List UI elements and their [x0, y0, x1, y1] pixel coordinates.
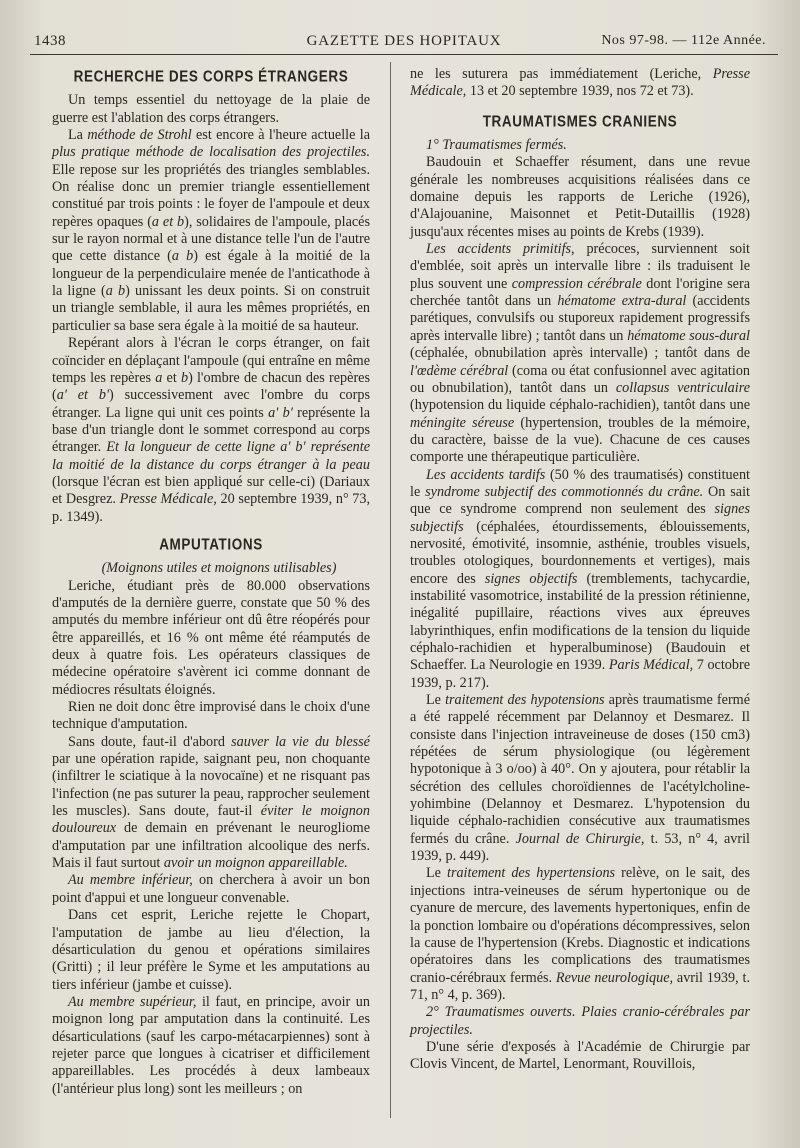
- paragraph: Sans doute, faut-il d'abord sauver la vie du blessé par une opération rapide, saignant peu, non choquante (infiltrer le sciatique à la novocaïne) et ne risquant pas l'infection (ne pas suturer la peau, rapprocher seulement les muscles). Sans doute, faut-il éviter le moignon douloureux de demain en prévenant le neurogliome d'amputation par une infiltration alcoolique des nerfs. Mais il faut surtout avoir un moignon appareillable.: [52, 733, 370, 872]
- paragraph: Repérant alors à l'écran le corps étranger, on fait coïncider en déplaçant l'ampoule (qui entraîne en même temps les repères a et b) l'ombre de chacun des repères (a' et b') successivement avec l'ombre du corps étranger. La ligne qui unit ces points a' b' représente la base d'un triangle dont le sommet correspond au corps étranger. Et la longueur de cette ligne a' b' représente la moitié de la distance du corps étranger à la peau (lorsque l'écran est bien appliqué sur celle-ci) (Dariaux et Desgrez. Presse Médicale, 20 septembre 1939, n° 73, p. 1349).: [52, 335, 370, 525]
- left-column: [52, 66, 370, 1098]
- section-subtitle: (Moignons utiles et moignons utilisables): [101, 560, 337, 577]
- paragraph: Au membre supérieur, il faut, en principe, avoir un moignon long par amputation dans la continuité. Les désarticulations (sauf les carpo-métacarpiennes) sont à rejeter parce que longues à cicatriser et difficilement appareillables. Les procédés à deux lambeaux (l'antérieur plus long) sont les meilleurs ; on: [52, 993, 370, 1097]
- section-heading-foreign-bodies: RECHERCHE DES CORPS ÉTRANGERS: [73, 67, 349, 86]
- journal-title: GAZETTE DES HOPITAUX: [306, 33, 502, 49]
- right-column: [410, 66, 750, 1074]
- paragraph: Rien ne doit donc être improvisé dans le choix d'une technique d'amputation.: [52, 699, 370, 733]
- subsection-title: 2° Traumatismes ouverts. Plaies cranio-cérébrales par projectiles.: [410, 1004, 750, 1038]
- paragraph: La méthode de Strohl est encore à l'heure actuelle la plus pratique méthode de localisation des projectiles. Elle repose sur les propriétés des triangles semblables. On réalise donc un premier triangle essentiellement constitué par trois points : le foyer de l'ampoule et deux repères opaques (a et b), solidaires de l'ampoule, placés sur le rayon normal et à une distance telle l'un de l'autre que cette distance (a b) est égale à la moitié de la longueur de la perpendiculaire menée de l'anticathode à la ligne (a b) unissant les deux points. Si on construit un triangle semblable, il aura les mêmes propriétés, en particulier sa base sera égale à la moitié de sa hauteur.: [52, 127, 371, 334]
- issue-number: Nos 97-98. — 112e Année.: [601, 33, 766, 48]
- paragraph: Au membre inférieur, on cherchera à avoir un bon point d'appui et une longueur convenable.: [52, 872, 370, 906]
- paragraph: Les accidents primitifs, précoces, surviennent soit d'emblée, soit après un intervalle libre : ils traduisent le plus souvent une compression cérébrale dont l'origine sera cherchée tantôt dans un hématome extra-dural (accidents parétiques, convulsifs ou stuporeux rapidement progressifs après intervalle libre) ; tantôt dans un hématome sous-dural (céphalée, obnubilation après intervalle) ; tantôt dans de l'œdème cérébral (coma ou état confusionnel avec agitation ou obnubilation), tantôt dans un collapsus ventriculaire (hypotension du liquide céphalo-rachidien), tantôt dans une méningite séreuse (hypertension, troubles de la mémoire, du caractère, baisse de la vue). Chacune de ces causes comporte une thérapeutique particulière.: [410, 241, 751, 466]
- paragraph: D'une série d'exposés à l'Académie de Chirurgie par Clovis Vincent, de Martel, Lenormant, Rouvillois,: [410, 1038, 750, 1073]
- paragraph: Leriche, étudiant près de 80.000 observations d'amputés de la dernière guerre, constate que 50 % des amputés du membre inférieur ont dû être réopérés pour être appareillés, et 16 % ont même été réamputés de deux à quatre fois. Les opérateurs classiques de médecine opératoire s'avèrent ici comme donnant de médiocres résultats éloignés.: [52, 577, 370, 698]
- paragraph: Un temps essentiel du nettoyage de la plaie de guerre est l'ablation des corps étrangers.: [52, 92, 370, 126]
- paragraph: Le traitement des hypertensions relève, on le sait, des injections intra-veineuses de sérum hypertonique ou de cyanure de mercure, des lavements hypertoniques, enfin de la ponction lombaire ou d'opérations décompressives, selon la cause de l'hypertension (Krebs. Diagnostic et indications opératoires dans les complications des traumatismes cranio-cérébraux fermés. Revue neurologique, avril 1939, t. 71, n° 4, p. 369).: [410, 865, 750, 1003]
- column-divider: [390, 62, 391, 1118]
- paragraph: Les accidents tardifs (50 % des traumatisés) constituent le syndrome subjectif des commotionnés du crâne. On sait que ce syndrome comprend non seulement des signes subjectifs (céphalées, étourdissements, éblouissements, nervosité, émotivité, insomnie, asthénie, troubles visuels, troubles otologiques, bourdonnements et vertiges), mais encore des signes objectifs (tremblements, tachycardie, instabilité vasomotrice, instabilité de la pression rétinienne, inégalité pupillaire, réactions vives aux épreuves labyrinthiques, enfin modifications de la tension du liquide céphalo-rachidien et hyperalbuminose) (Baudouin et Schaeffer. La Neurologie en 1939. Paris Médical, 7 octobre 1939, p. 217).: [410, 466, 750, 691]
- section-heading-cranial-trauma: TRAUMATISMES CRANIENS: [482, 112, 678, 130]
- paragraph-continued: ne les suturera pas immédiatement (Leriche, Presse Médicale, 13 et 20 septembre 1939, nos 72 et 73).: [410, 66, 750, 100]
- paragraph: Le traitement des hypotensions après traumatisme fermé a été rappelé récemment par Delannoy et Desmarez. Il consiste dans l'injection intraveineuse de doses (150 cm3) répétées de sérum physiologique (ou légèrement hypotonique à 3 o/oo) à 40°. On y ajoutera, pour rétablir la sécrétion des cellules choroïdiennes de l'acétylcholine-yohimbine (Delannoy et Desmarez. L'hypotension du liquide céphalo-rachidien consécutive aux traumatismes fermés du crâne. Journal de Chirurgie, t. 53, n° 4, avril 1939, p. 449).: [410, 692, 751, 865]
- page-number: 1438: [34, 33, 66, 49]
- paragraph: Dans cet esprit, Leriche rejette le Chopart, l'amputation de jambe au lieu d'élection, la désarticulation du genou et opérations similaires (Gritti) ; il leur préfère le Syme et les amputations au tiers inférieur (jambe et cuisse).: [52, 907, 370, 993]
- paragraph: Baudouin et Schaeffer résument, dans une revue générale les nombreuses acquisitions réalisées dans ce domaine depuis les rapports de Leriche (1926), d'Alajouanine, Maisonnet et Petit-Dutaillis (1928) jusqu'aux récentes mises au points de Krebs (1939).: [410, 154, 750, 240]
- subsection-title: 1° Traumatismes fermés.: [426, 137, 567, 154]
- page-header: [30, 24, 778, 55]
- section-heading-amputations: AMPUTATIONS: [159, 535, 263, 554]
